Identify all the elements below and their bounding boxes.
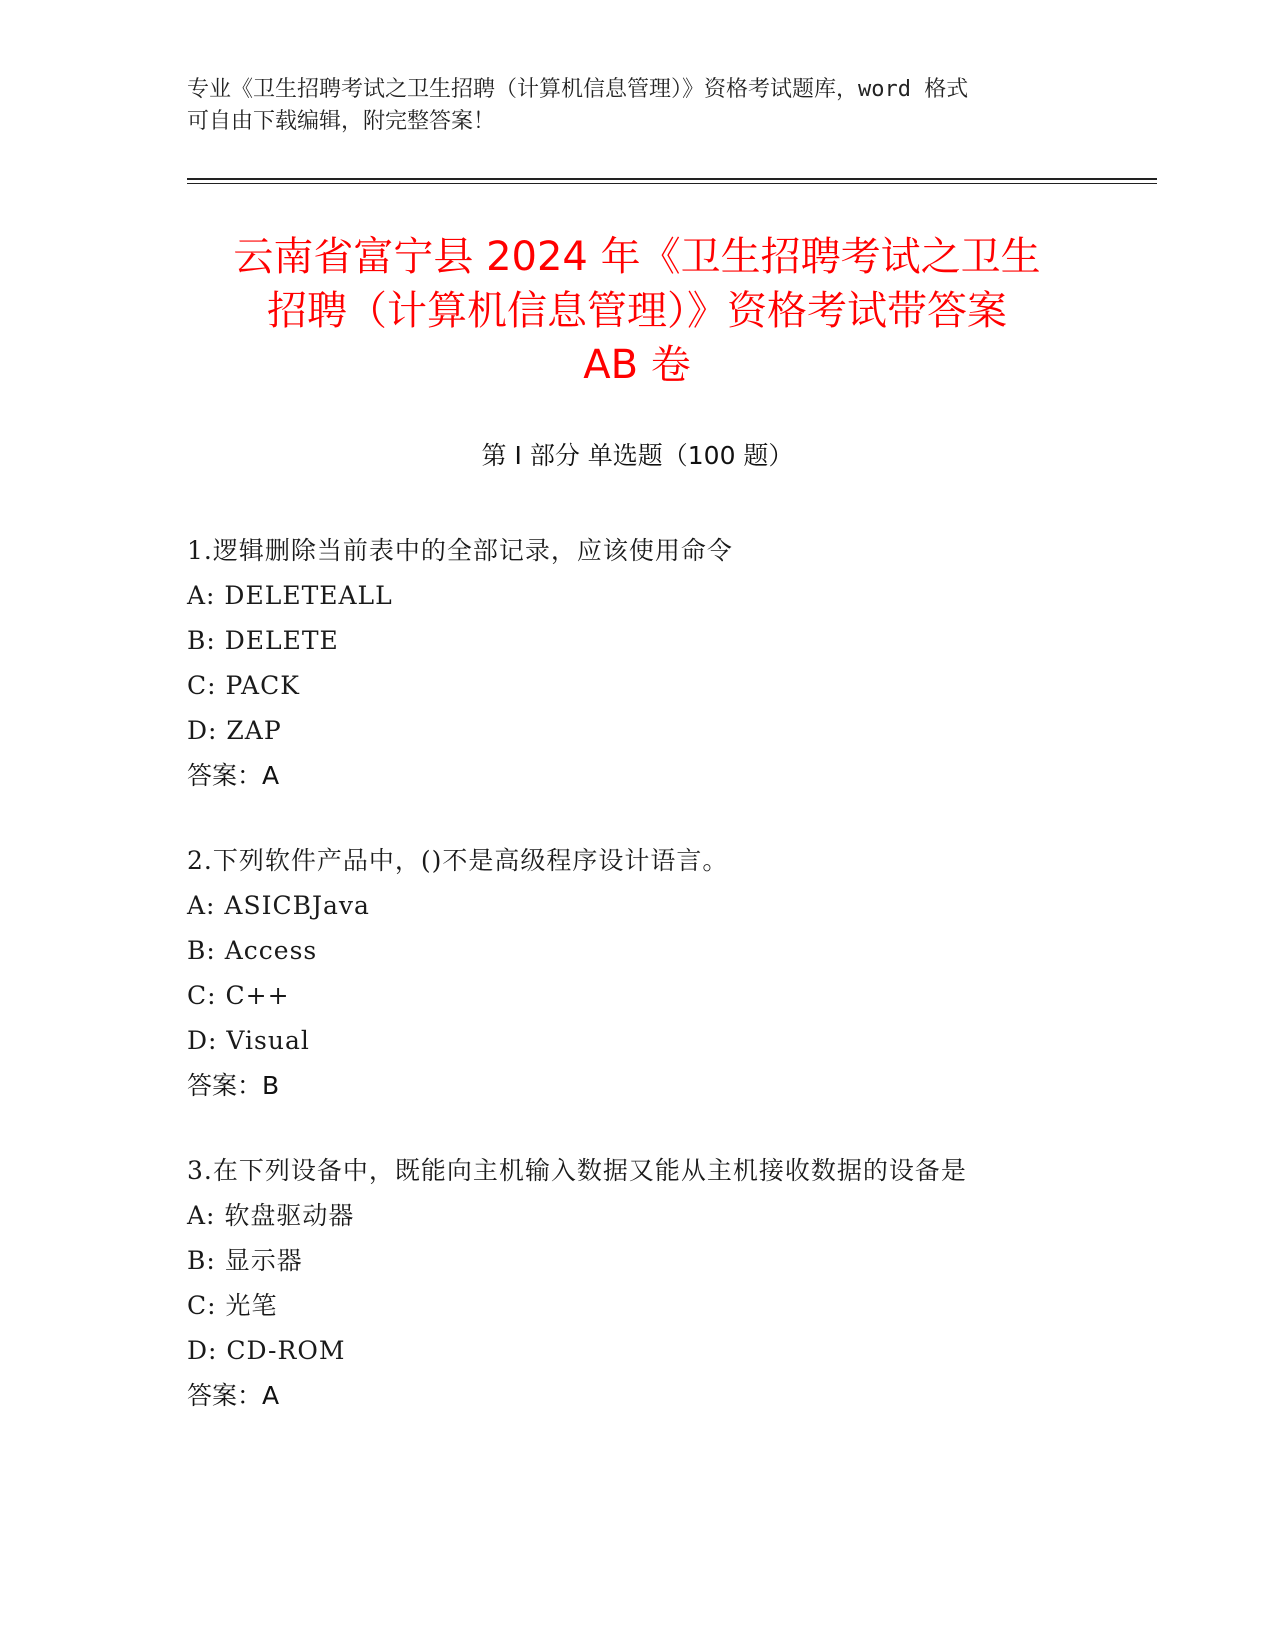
title-line-1: 云南省富宁县 2024 年《卫生招聘考试之卫生	[233, 234, 1041, 280]
header-note	[187, 74, 1067, 138]
answer: 答案：A	[187, 761, 280, 790]
header-divider-thin	[187, 183, 1157, 184]
title-line-3: AB 卷	[583, 342, 691, 388]
question-1	[187, 528, 1087, 798]
header-note-line-1: 专业《卫生招聘考试之卫生招聘（计算机信息管理）》资格考试题库，word 格式	[187, 77, 969, 102]
option-d: D: CD-ROM	[187, 1336, 346, 1365]
question-2	[187, 838, 1087, 1108]
option-b: B: Access	[187, 936, 318, 965]
option-c: C: C++	[187, 981, 290, 1010]
question-list	[187, 528, 1087, 1458]
question-text: 3.在下列设备中，既能向主机输入数据又能从主机接收数据的设备是	[187, 1156, 967, 1185]
option-b: B: 显示器	[187, 1246, 303, 1275]
answer: 答案：A	[187, 1381, 280, 1410]
answer: 答案：B	[187, 1071, 280, 1100]
question-text: 1.逻辑删除当前表中的全部记录，应该使用命令	[187, 536, 733, 565]
question-text: 2.下列软件产品中，()不是高级程序设计语言。	[187, 846, 729, 875]
option-c: C: 光笔	[187, 1291, 278, 1320]
option-a: A: DELETEALL	[187, 581, 393, 610]
header-note-line-2: 可自由下载编辑，附完整答案！	[187, 109, 496, 134]
option-b: B: DELETE	[187, 626, 339, 655]
option-a: A: 软盘驱动器	[187, 1201, 355, 1230]
option-d: D: ZAP	[187, 716, 282, 745]
option-a: A: ASICBJava	[187, 891, 370, 920]
option-d: D: Visual	[187, 1026, 310, 1055]
document-title	[187, 230, 1087, 392]
section-heading: 第 I 部分 单选题（100 题）	[481, 441, 794, 470]
header-divider-thick	[187, 178, 1157, 180]
question-3	[187, 1148, 1087, 1418]
title-line-2: 招聘（计算机信息管理）》资格考试带答案	[267, 288, 1007, 334]
option-c: C: PACK	[187, 671, 300, 700]
